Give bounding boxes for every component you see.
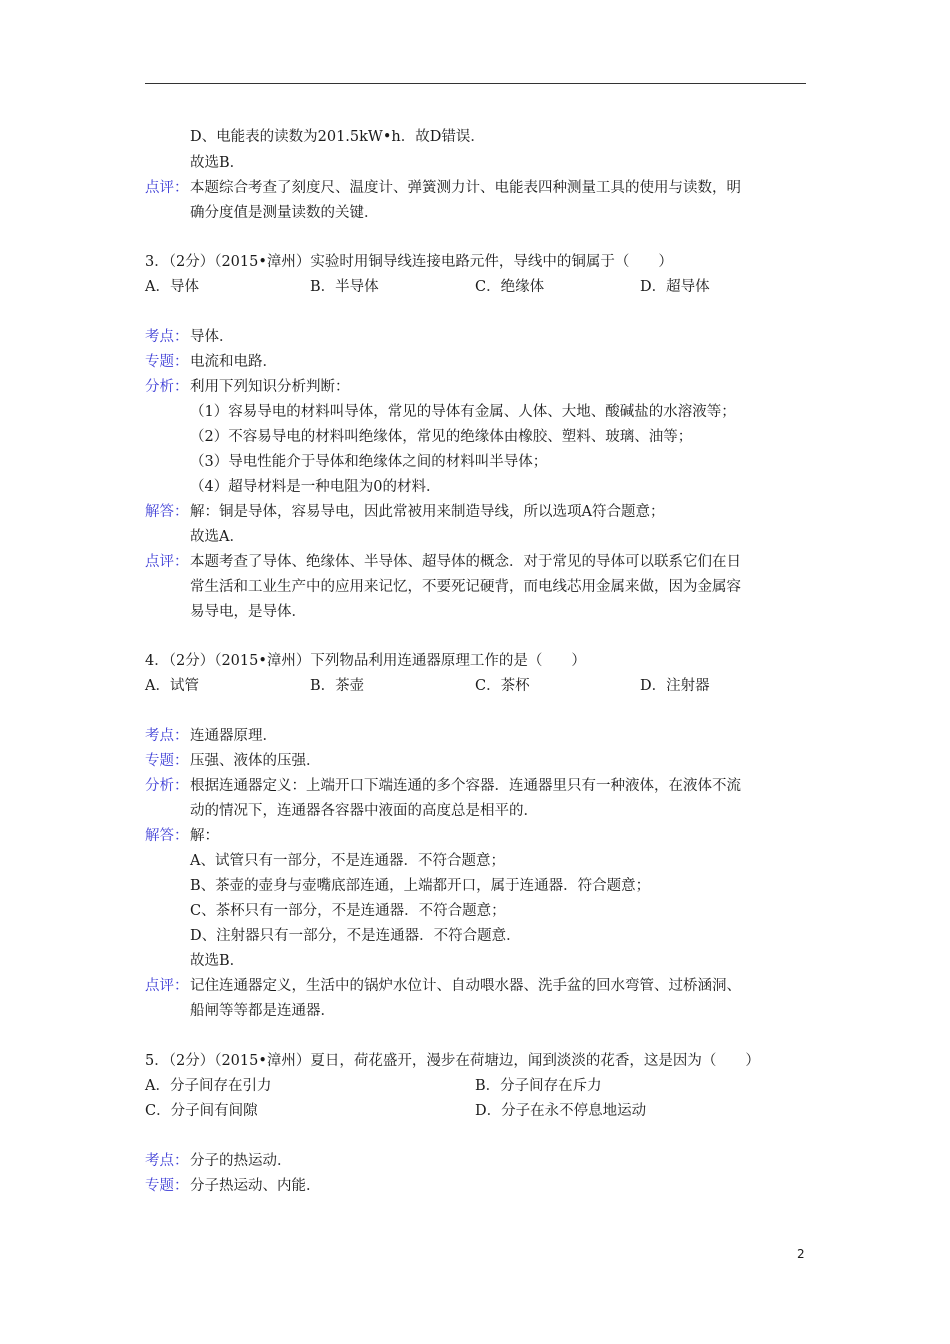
q4-dianping-line: 船闸等等都是连通器．	[190, 1003, 335, 1019]
q3-zhuanti: 电流和电路．	[190, 354, 277, 370]
q4-answer: 故选B．	[190, 953, 245, 969]
page-number: 2	[797, 1247, 805, 1261]
q4-jieda: 解：	[190, 828, 219, 844]
q3-kaodian: 导体．	[190, 329, 234, 345]
q4-item: A、试管只有一部分，不是连通器．不符合题意；	[190, 853, 505, 869]
q3-kaodian-label: 考点：	[145, 329, 189, 345]
q3-answer: 故选A．	[190, 529, 244, 545]
q4-dianping-label: 点评：	[145, 978, 189, 994]
q4-zhuanti: 压强、液体的压强．	[190, 753, 321, 769]
q3-option-b: B．半导体	[310, 279, 379, 295]
q4-option-b: B．茶壶	[310, 678, 365, 694]
q3-dianping-line: 易导电，是导体．	[190, 604, 306, 620]
q3-fenxi-label: 分析：	[145, 379, 189, 395]
q4-option-d: D．注射器	[640, 678, 710, 694]
prev-option-d: D、电能表的读数为201.5kW•h．故D错误．	[190, 129, 485, 145]
q5-kaodian: 分子的热运动．	[190, 1153, 292, 1169]
q3-option-c: C．绝缘体	[475, 279, 545, 295]
q4-fenxi-line: 动的情况下，连通器各容器中液面的高度总是相平的．	[190, 803, 538, 819]
q5-zhuanti: 分子热运动、内能．	[190, 1178, 321, 1194]
q4-jieda-label: 解答：	[145, 828, 189, 844]
q4-zhuanti-label: 专题：	[145, 753, 189, 769]
q4-item: C、茶杯只有一部分，不是连通器．不符合题意；	[190, 903, 506, 919]
q5-option-a: A．分子间存在引力	[145, 1078, 272, 1094]
q3-dianping-line: 常生活和工业生产中的应用来记忆，不要死记硬背，而电线芯用金属来做，因为金属容	[190, 579, 741, 595]
q4-dianping-line: 记住连通器定义，生活中的锅炉水位计、自动喂水器、洗手盆的回水弯管、过桥涵洞、	[190, 978, 741, 994]
q5-option-d: D．分子在永不停息地运动	[475, 1103, 647, 1119]
q3-option-d: D．超导体	[640, 279, 710, 295]
q4-kaodian-label: 考点：	[145, 728, 189, 744]
q3-zhuanti-label: 专题：	[145, 354, 189, 370]
q3-point: （3）导电性能介于导体和绝缘体之间的材料叫半导体；	[190, 454, 548, 470]
prev-answer: 故选B．	[190, 155, 245, 171]
q3-point: （4）超导材料是一种电阻为0的材料．	[190, 479, 441, 495]
q4-item: B、茶壶的壶身与壶嘴底部连通，上端都开口，属于连通器．符合题意；	[190, 878, 651, 894]
header-rule	[145, 83, 806, 84]
q4-stem: 4．（2分）（2015•漳州）下列物品利用连通器原理工作的是（ ）	[145, 653, 586, 669]
q3-point: （2）不容易导电的材料叫绝缘体，常见的绝缘体由橡胶、塑料、玻璃、油等；	[190, 429, 693, 445]
q3-fenxi: 利用下列知识分析判断：	[190, 379, 350, 395]
q5-zhuanti-label: 专题：	[145, 1178, 189, 1194]
q3-dianping-line: 本题考查了导体、绝缘体、半导体、超导体的概念．对于常见的导体可以联系它们在日	[190, 554, 741, 570]
q5-option-b: B．分子间存在斥力	[475, 1078, 602, 1094]
q3-dianping-label: 点评：	[145, 554, 189, 570]
q4-fenxi-label: 分析：	[145, 778, 189, 794]
q3-jieda-label: 解答：	[145, 504, 189, 520]
prev-review-line: 确分度值是测量读数的关键．	[190, 205, 379, 221]
q3-jieda: 解：铜是导体，容易导电，因此常被用来制造导线，所以选项A符合题意；	[190, 504, 665, 520]
q5-option-c: C．分子间有间隙	[145, 1103, 258, 1119]
q4-item: D、注射器只有一部分，不是连通器．不符合题意．	[190, 928, 521, 944]
q3-stem: 3．（2分）（2015•漳州）实验时用铜导线连接电路元件，导线中的铜属于（ ）	[145, 254, 673, 270]
q4-kaodian: 连通器原理．	[190, 728, 277, 744]
q4-option-c: C．茶杯	[475, 678, 530, 694]
q4-fenxi-line: 根据连通器定义：上端开口下端连通的多个容器．连通器里只有一种液体，在液体不流	[190, 778, 741, 794]
q3-option-a: A．导体	[145, 279, 199, 295]
q3-point: （1）容易导电的材料叫导体，常见的导体有金属、人体、大地、酸碱盐的水溶液等；	[190, 404, 736, 420]
prev-review-line: 本题综合考查了刻度尺、温度计、弹簧测力计、电能表四种测量工具的使用与读数，明	[190, 180, 741, 196]
q5-stem: 5．（2分）（2015•漳州）夏日，荷花盛开，漫步在荷塘边，闻到淡淡的花香，这是因为（ ）	[145, 1053, 760, 1069]
q5-kaodian-label: 考点：	[145, 1153, 189, 1169]
prev-review-label: 点评：	[145, 180, 189, 196]
q4-option-a: A．试管	[145, 678, 199, 694]
